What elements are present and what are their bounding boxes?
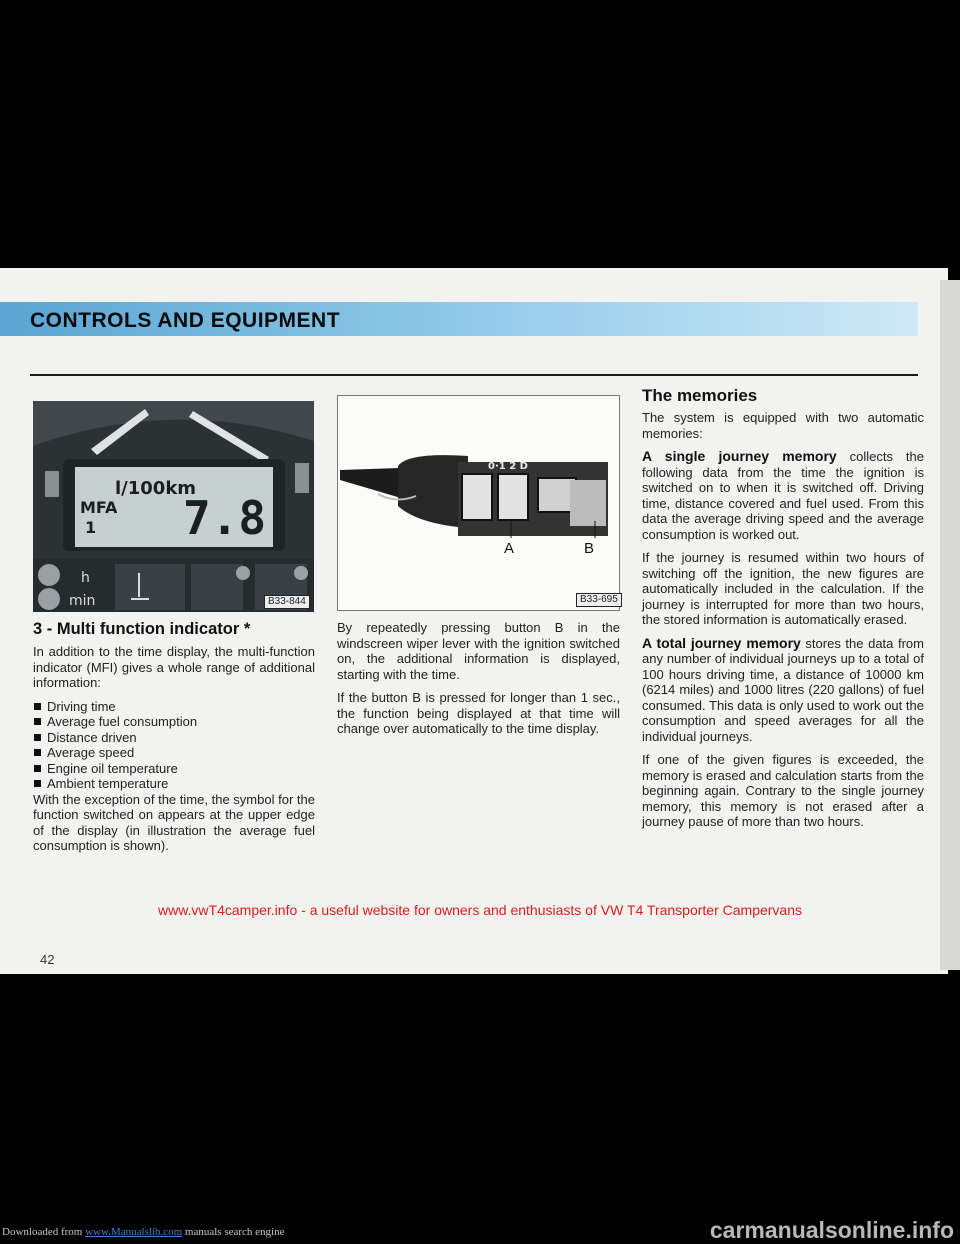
col2-body (337, 620, 620, 745)
heading-memories: The memories (642, 386, 758, 405)
mfa-display-label: MFA (80, 498, 118, 517)
manualslib-link[interactable]: www.Manualslib.com (85, 1226, 183, 1238)
list-item: Driving time (33, 699, 315, 715)
section-divider (30, 374, 918, 376)
page-number: 42 (40, 952, 55, 967)
col3-resume: If the journey is resumed within two hours of switching off the ignition, the new figures are automatically included in the calculation. If the journey is interrupted for more than two hours, the stored information is automatically erased. (642, 550, 924, 627)
col3-total-memory: A total journey memory stores the data from any number of individual journeys up to a total of 100 hours driving time, a distance of 10000 km (6214 miles) and 1000 litres (220 gallons) of fuel consumed. This data is only used to work out the consumption and speed averages for all the individual journeys. (642, 634, 924, 744)
wiper-lever-illustration (337, 395, 620, 611)
list-item: Average fuel consumption (33, 714, 315, 730)
col3-single-memory: A single journey memory collects the following data from the time the ignition is switched on to when it is switched off. Driving time, distance covered and fuel used. From this data the average driving speed and the average consumption is worked out. (642, 448, 924, 542)
download-footer: Downloaded from www.Manualslib.com manuals search engine (2, 1226, 285, 1238)
col2-para-2: If the button B is pressed for longer than 1 sec., the function being displayed at that time will change over automatically to the time display. (337, 690, 620, 736)
col1-body (33, 644, 315, 862)
col3-body (642, 410, 924, 838)
page-edge (940, 280, 960, 970)
mfi-info-list (33, 699, 315, 792)
list-item: Average speed (33, 745, 315, 761)
section-title: CONTROLS AND EQUIPMENT (30, 309, 341, 332)
mfa-display-photo (33, 401, 314, 612)
mfa-display-unit: l/100km (115, 478, 197, 499)
term-total-journey-memory: A total journey memory (642, 634, 801, 651)
list-item: Engine oil temperature (33, 761, 315, 777)
mfa-hour-label: h (81, 570, 90, 586)
watermark-manualsonline: carmanualsonline.info (709, 1217, 954, 1243)
label-button-b: B (584, 540, 595, 557)
col3-exceeded: If one of the given figures is exceeded, the memory is erased and calculation starts from the beginning again. Contrary to the single journey memory, this memory is not erased after a journey pause of more than two hours. (642, 752, 924, 829)
col2-para-1: By repeatedly pressing button B in the windscreen wiper lever with the ignition switched on, the additional information is displayed, starting with the time. (337, 620, 620, 682)
mfa-display-value: 7.8 (183, 491, 267, 545)
col1-exception: With the exception of the time, the symbol for the function switched on appears at the upper edge of the display (in illustration the average fuel consumption is shown). (33, 791, 315, 853)
label-button-a: A (504, 540, 515, 557)
mfa-minute-label: min (69, 593, 96, 609)
col1-intro: In addition to the time display, the multi-function indicator (MFI) gives a whole range of additional information: (33, 644, 315, 690)
col3-intro: The system is equipped with two automatic memories: (642, 410, 924, 441)
figure-code-mfa: B33-844 (264, 595, 310, 609)
mfa-display-memory: 1 (85, 518, 97, 537)
wiper-switch-positions: 0·1 2 D (488, 461, 528, 472)
list-item: Distance driven (33, 730, 315, 746)
figure-code-wiper: B33-695 (576, 593, 622, 607)
heading-multi-function-indicator: 3 - Multi function indicator * (33, 620, 251, 638)
website-banner: www.vwT4camper.info - a useful website for owners and enthusiasts of VW T4 Transporter Campervans (157, 902, 803, 918)
term-single-journey-memory: A single journey memory (642, 448, 837, 464)
list-item: Ambient temperature (33, 776, 315, 792)
